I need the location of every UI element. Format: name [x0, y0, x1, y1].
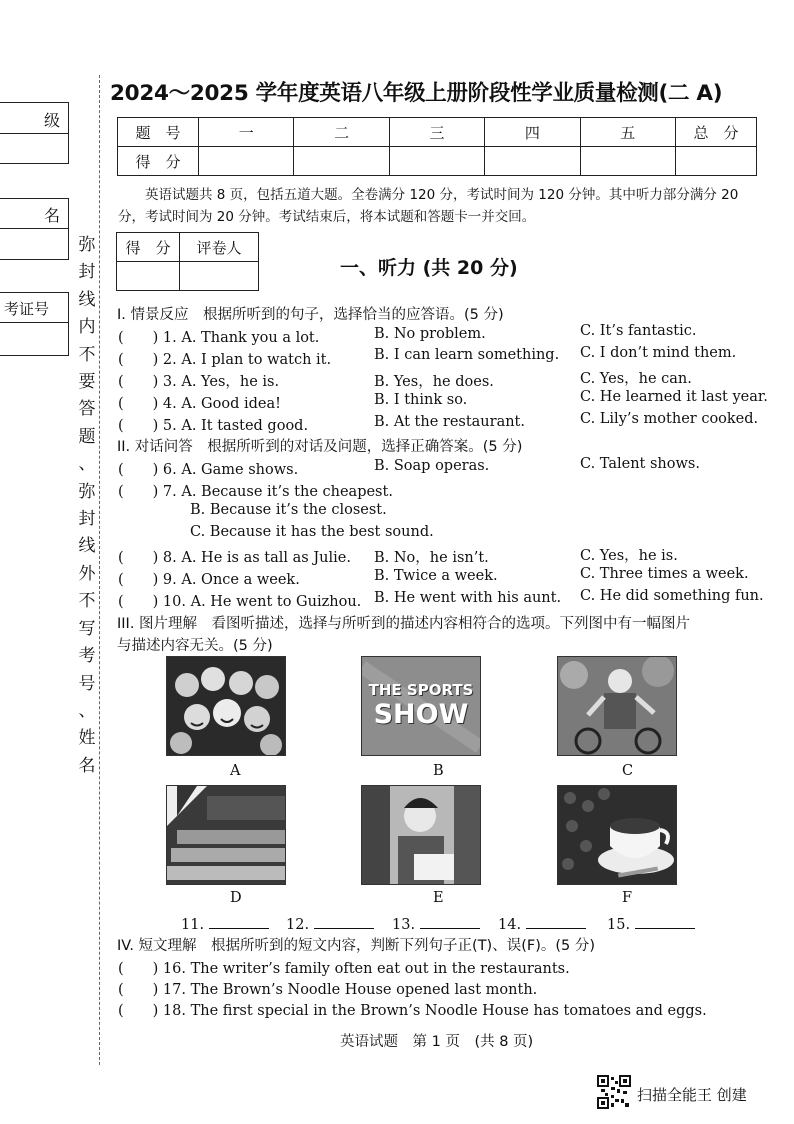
- q2-a: ( ) 2. A. I plan to watch it.: [118, 352, 332, 368]
- q5-a: ( ) 5. A. It tasted good.: [118, 418, 309, 434]
- blank-11-line[interactable]: [209, 914, 269, 929]
- part4-heading: IV. 短文理解 根据所听到的短文内容，判断下列句子正(T)、误(F)。(5 分): [117, 938, 596, 954]
- name-label: 名: [44, 206, 61, 225]
- score-cell-5: 五: [580, 118, 675, 147]
- grader-score-label: 得 分: [117, 233, 180, 262]
- seal-char: 封: [78, 509, 96, 530]
- part1-heading: I. 情景反应 根据所听到的句子，选择恰当的应答语。(5 分): [117, 307, 504, 323]
- score-input-4: [485, 147, 580, 176]
- q7-c: C. Because it has the best sound.: [190, 524, 434, 540]
- seal-char: 不: [78, 591, 96, 612]
- blank-11[interactable]: 11.: [181, 914, 269, 933]
- page-title: 2024～2025 学年度英语八年级上册阶段性学业质量检测(二 A): [110, 81, 723, 106]
- coffee-cup-icon: [558, 786, 676, 884]
- score-cell-2: 二: [294, 118, 389, 147]
- image-e-girl-reading: [361, 785, 481, 885]
- score-cell-3: 三: [389, 118, 484, 147]
- q8-a: ( ) 8. A. He is as tall as Julie.: [118, 550, 351, 566]
- seal-char: 考: [78, 646, 96, 667]
- q6-b: B. Soap operas.: [374, 458, 490, 474]
- q18: ( ) 18. The first special in the Brown’s Noodle House has tomatoes and eggs.: [118, 1003, 707, 1019]
- grader-name-cell: [180, 262, 259, 291]
- image-b-sports-show: [361, 656, 481, 756]
- q5-b: B. At the restaurant.: [374, 414, 525, 430]
- crowd-faces-icon: [167, 657, 285, 755]
- part2-heading: II. 对话问答 根据所听到的对话及问题，选择正确答案。(5 分): [117, 439, 523, 455]
- seal-char: 号: [78, 673, 96, 694]
- blank-12[interactable]: 12.: [286, 914, 374, 933]
- seal-char: 写: [78, 618, 96, 639]
- q4-c: C. He learned it last year.: [580, 389, 768, 405]
- seal-dash-line: [99, 75, 100, 1065]
- seal-char: 弥: [78, 235, 96, 255]
- q2-c: C. I don’t mind them.: [580, 345, 737, 361]
- sports-show-text-1: THE SPORTS: [368, 681, 474, 699]
- seal-char: 姓: [78, 728, 96, 749]
- part3-heading-line2: 与描述内容无关。(5 分): [117, 638, 273, 654]
- q8-c: C. Yes，he is.: [580, 548, 678, 564]
- seal-char: 封: [78, 262, 96, 283]
- part3-heading-line1: III. 图片理解 看图听描述，选择与所听到的描述内容相符合的选项。下列图中有一幅图片: [117, 616, 691, 632]
- blank-13[interactable]: 13.: [392, 914, 480, 933]
- score-input-5: [580, 147, 675, 176]
- q6-a: ( ) 6. A. Game shows.: [118, 462, 299, 478]
- intro-text: 英语试题共 8 页，包括五道大题。全卷满分 120 分，考试时间为 120 分钟。其中听力部分满分 20 分，考试时间为 20 分钟。考试结束后，将本试题和答题卡一并交回。: [118, 187, 739, 225]
- blank-13-line[interactable]: [420, 914, 480, 929]
- q7-b: B. Because it’s the closest.: [190, 502, 387, 518]
- seal-char: 题: [78, 426, 96, 447]
- seal-char: 外: [78, 563, 96, 584]
- seal-char: 线: [78, 289, 96, 310]
- q3-c: C. Yes，he can.: [580, 371, 692, 387]
- q2-b: B. I can learn something.: [374, 347, 560, 363]
- q10-c: C. He did something fun.: [580, 588, 764, 604]
- q1-b: B. No problem.: [374, 326, 486, 342]
- image-e-label: E: [433, 890, 444, 906]
- blank-15[interactable]: 15.: [607, 914, 695, 933]
- score-input-total: [676, 147, 757, 176]
- seal-char: 弥: [78, 481, 96, 502]
- score-cell-total: 总 分: [676, 118, 757, 147]
- score-input-2: [294, 147, 389, 176]
- q6-c: C. Talent shows.: [580, 456, 700, 472]
- cinema-seats-icon: [167, 786, 285, 884]
- q16: ( ) 16. The writer’s family often eat out in the restaurants.: [118, 961, 570, 977]
- seal-char: 、: [78, 454, 96, 475]
- camscanner-watermark: 扫描全能王 创建: [637, 1086, 747, 1104]
- seal-char: 答: [78, 399, 96, 420]
- image-c-boy-bicycle: [557, 656, 677, 756]
- image-a-happy-crowd: [166, 656, 286, 756]
- blank-15-line[interactable]: [635, 914, 695, 929]
- score-table: [117, 117, 757, 176]
- seal-char: 不: [78, 344, 96, 365]
- q4-b: B. I think so.: [374, 392, 468, 408]
- score-input-1: [199, 147, 294, 176]
- grade-line: [0, 133, 68, 134]
- image-d-cinema: [166, 785, 286, 885]
- seal-line-notice: [76, 232, 98, 780]
- image-c-label: C: [622, 763, 634, 779]
- q7-a: ( ) 7. A. Because it’s the cheapest.: [118, 484, 393, 500]
- image-a-label: A: [230, 763, 241, 779]
- q5-c: C. Lily’s mother cooked.: [580, 411, 759, 427]
- image-d-label: D: [230, 890, 242, 906]
- grader-name-label: 评卷人: [180, 233, 259, 262]
- girl-reading-icon: [362, 786, 480, 884]
- q3-b: B. Yes，he does.: [374, 374, 494, 390]
- q17: ( ) 17. The Brown’s Noodle House opened last month.: [118, 982, 538, 998]
- q8-b: B. No，he isn’t.: [374, 550, 489, 566]
- qr-code-icon: [597, 1075, 631, 1109]
- page-footer: 英语试题 第 1 页 (共 8 页): [340, 1034, 534, 1050]
- name-line: [0, 228, 68, 229]
- exam-no-label: 考证号: [4, 300, 50, 318]
- exam-no-line: [0, 322, 68, 323]
- seal-char: 名: [78, 755, 96, 776]
- q9-a: ( ) 9. A. Once a week.: [118, 572, 300, 588]
- score-cell-header: 题 号: [118, 118, 199, 147]
- q10-b: B. He went with his aunt.: [374, 590, 562, 606]
- seal-char: 要: [78, 372, 96, 393]
- q9-b: B. Twice a week.: [374, 568, 498, 584]
- q10-a: ( ) 10. A. He went to Guizhou.: [118, 594, 362, 610]
- section-title-listening: 一、听力 (共 20 分): [340, 257, 518, 279]
- grader-score-cell: [117, 262, 180, 291]
- q1-c: C. It’s fantastic.: [580, 323, 697, 339]
- score-row-label: 得 分: [118, 147, 199, 176]
- grade-label: 级: [44, 111, 61, 130]
- image-f-label: F: [622, 890, 633, 906]
- image-b-label: B: [433, 763, 444, 779]
- seal-char: 内: [78, 317, 96, 338]
- image-f-coffee-cup: [557, 785, 677, 885]
- boy-bicycle-icon: [558, 657, 676, 755]
- blank-12-line[interactable]: [314, 914, 374, 929]
- blank-14[interactable]: 14.: [498, 914, 586, 933]
- sports-show-text-2: SHOW: [373, 699, 469, 730]
- score-cell-4: 四: [485, 118, 580, 147]
- q1-a: ( ) 1. A. Thank you a lot.: [118, 330, 320, 346]
- score-cell-1: 一: [199, 118, 294, 147]
- q3-a: ( ) 3. A. Yes，he is.: [118, 374, 280, 390]
- seal-char: 、: [78, 700, 96, 721]
- blank-14-line[interactable]: [526, 914, 586, 929]
- q4-a: ( ) 4. A. Good idea!: [118, 396, 281, 412]
- score-input-3: [389, 147, 484, 176]
- grader-table: [116, 232, 259, 291]
- q9-c: C. Three times a week.: [580, 566, 749, 582]
- seal-char: 线: [78, 536, 96, 557]
